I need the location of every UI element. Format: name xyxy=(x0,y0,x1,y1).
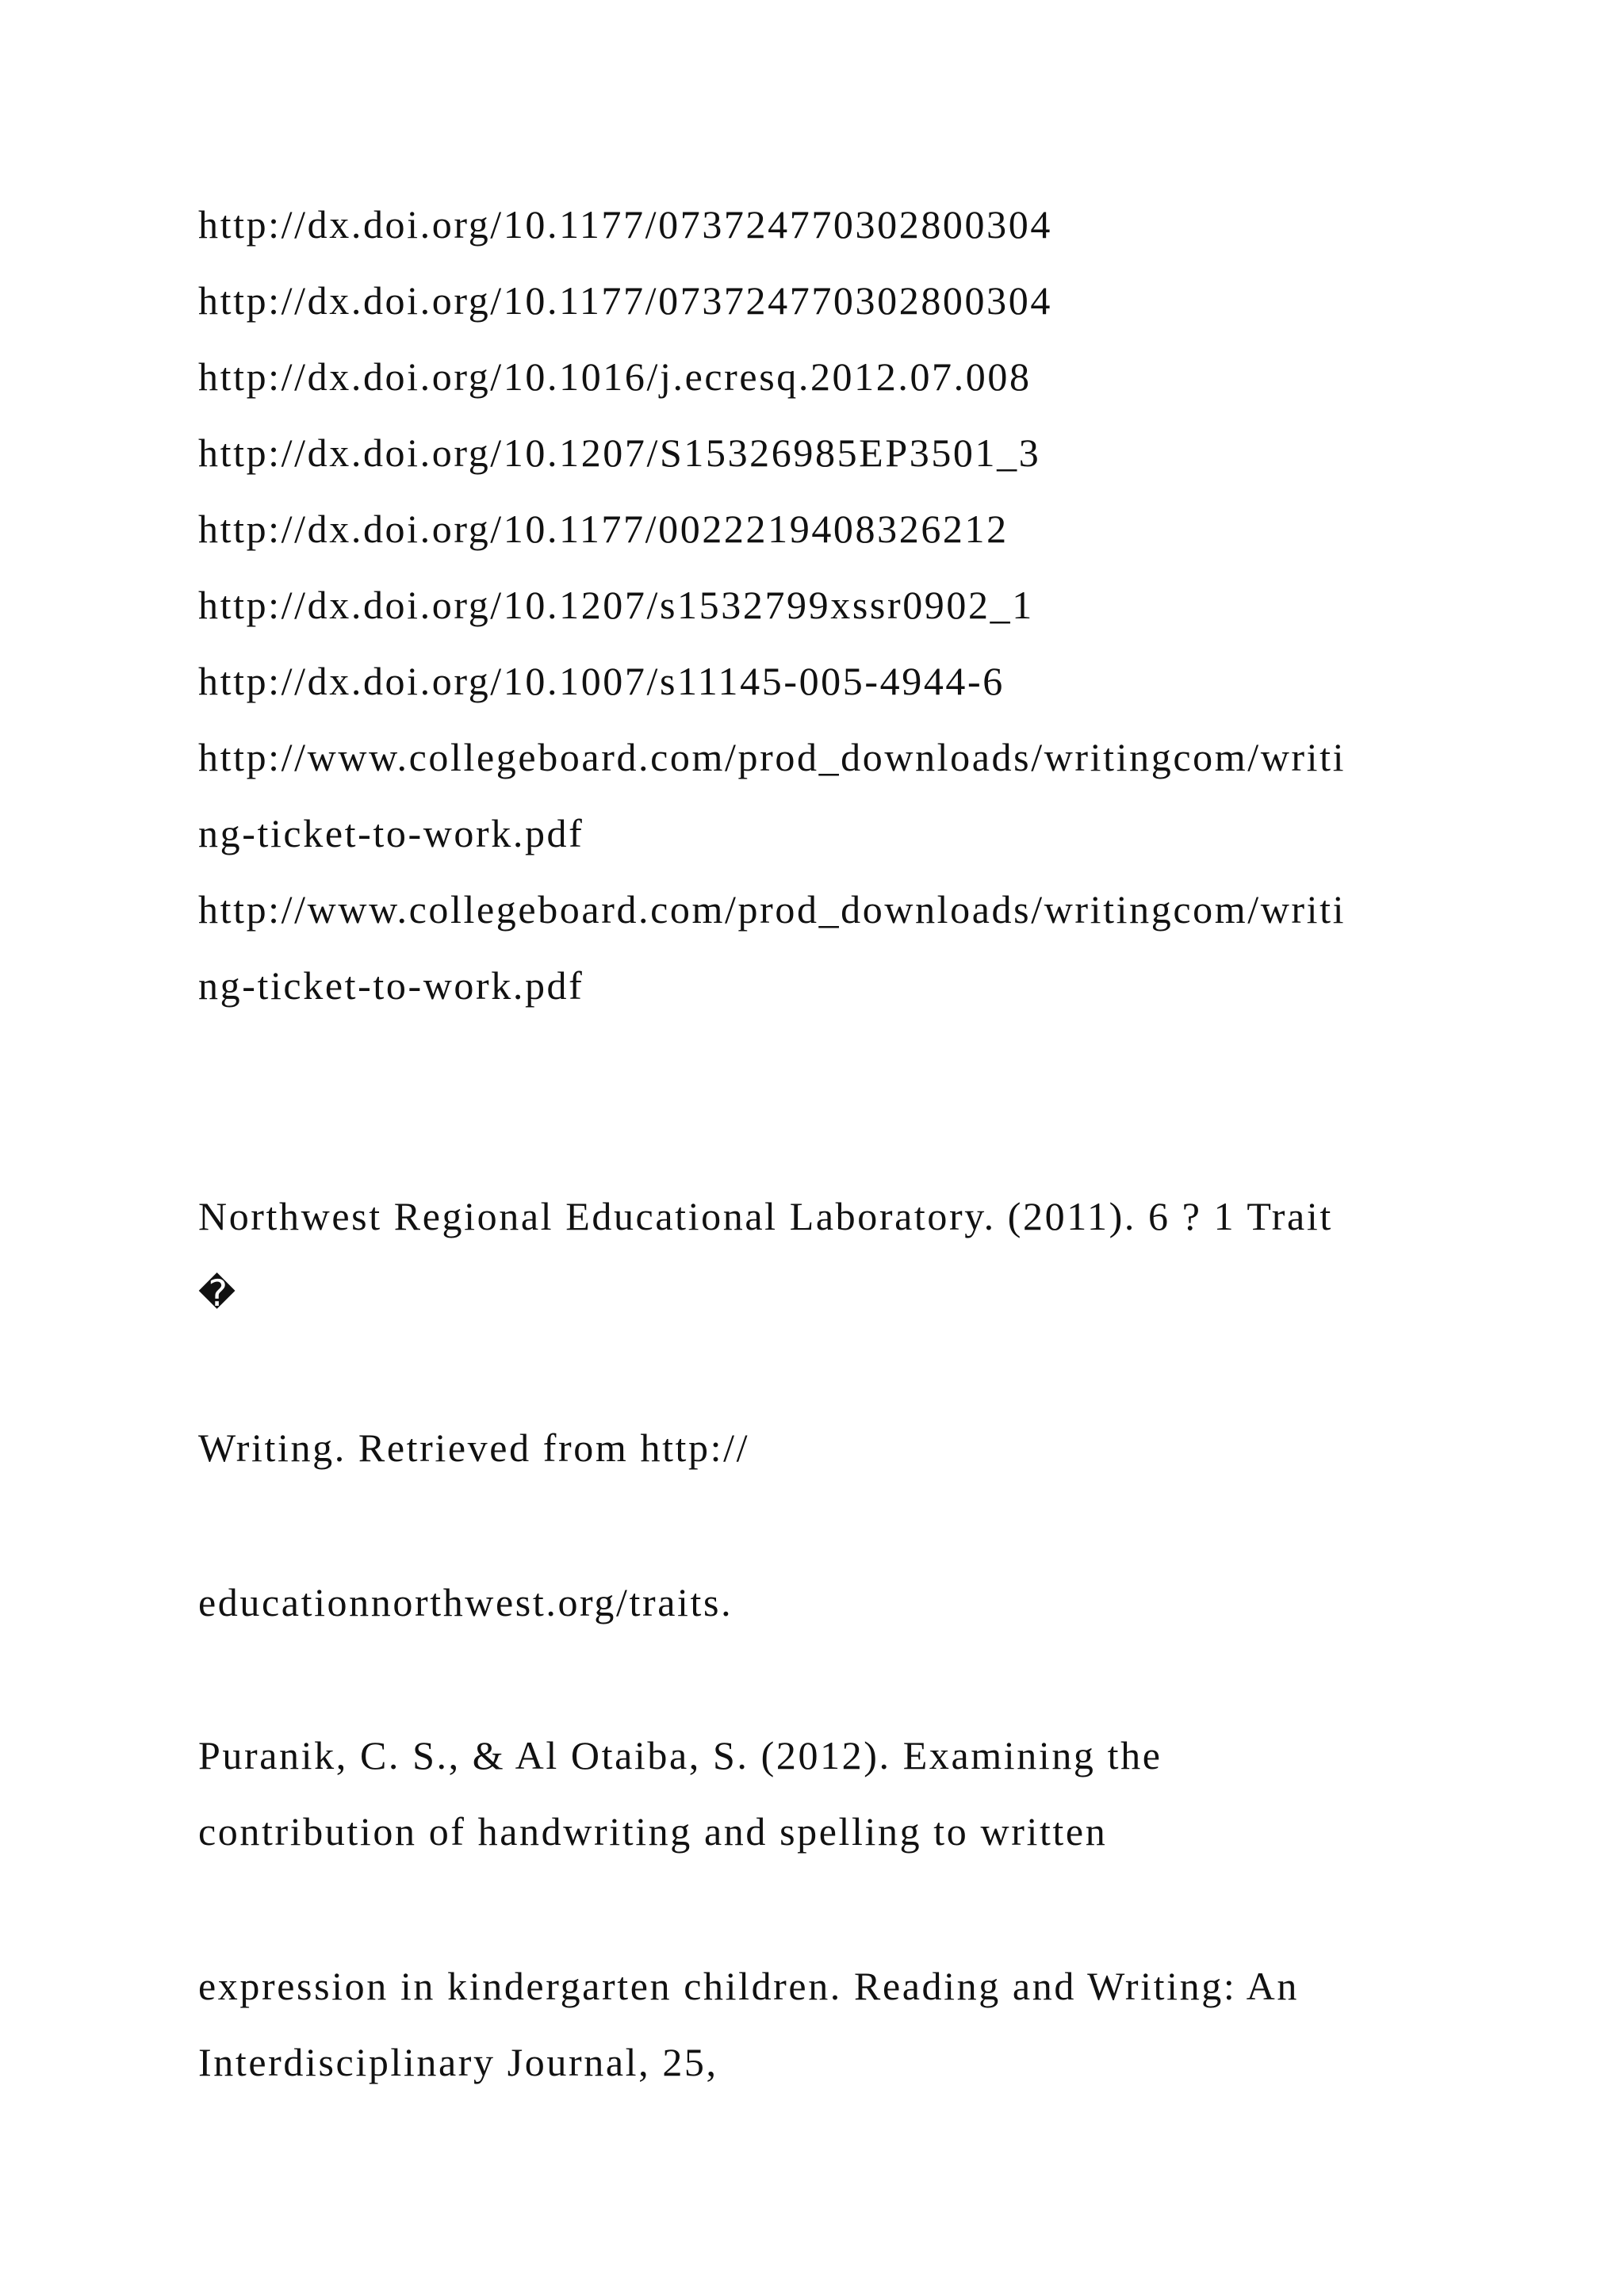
doi-link[interactable]: http://dx.doi.org/10.1016/j.ecresq.2012.07.008 xyxy=(198,354,1032,399)
reference-puranik-line-4: Interdisciplinary Journal, 25, xyxy=(198,2040,718,2084)
doi-link[interactable]: http://dx.doi.org/10.1177/073724770302800304 xyxy=(198,202,1052,247)
doi-link[interactable]: http://dx.doi.org/10.1177/073724770302800304 xyxy=(198,278,1052,323)
doi-link[interactable]: http://dx.doi.org/10.1207/s1532799xssr0902_1 xyxy=(198,583,1034,627)
reference-puranik-line-3: expression in kindergarten children. Reading and Writing: An xyxy=(198,1964,1299,2008)
collegeboard-link-line[interactable]: http://www.collegeboard.com/prod_downloads/writingcom/writi xyxy=(198,887,1346,932)
doi-link[interactable]: http://dx.doi.org/10.1007/s11145-005-4944-6 xyxy=(198,659,1005,703)
reference-nwrel-line-3: educationnorthwest.org/traits. xyxy=(198,1580,733,1624)
replacement-character-glyph: � xyxy=(198,1272,236,1314)
reference-nwrel-line-1: Northwest Regional Educational Laboratory. (2011). 6 ? 1 Trait xyxy=(198,1194,1333,1238)
doi-link[interactable]: http://dx.doi.org/10.1207/S15326985EP3501_3 xyxy=(198,430,1041,475)
collegeboard-link-line[interactable]: ng-ticket-to-work.pdf xyxy=(198,811,584,855)
collegeboard-link-line[interactable]: http://www.collegeboard.com/prod_downloads/writingcom/writi xyxy=(198,735,1346,779)
reference-puranik-line-2: contribution of handwriting and spelling to written xyxy=(198,1809,1108,1854)
doi-link[interactable]: http://dx.doi.org/10.1177/0022219408326212 xyxy=(198,507,1009,551)
collegeboard-link-line[interactable]: ng-ticket-to-work.pdf xyxy=(198,963,584,1008)
reference-puranik-line-1: Puranik, C. S., & Al Otaiba, S. (2012). Examining the xyxy=(198,1733,1162,1777)
reference-nwrel-line-2: Writing. Retrieved from http:// xyxy=(198,1425,750,1470)
